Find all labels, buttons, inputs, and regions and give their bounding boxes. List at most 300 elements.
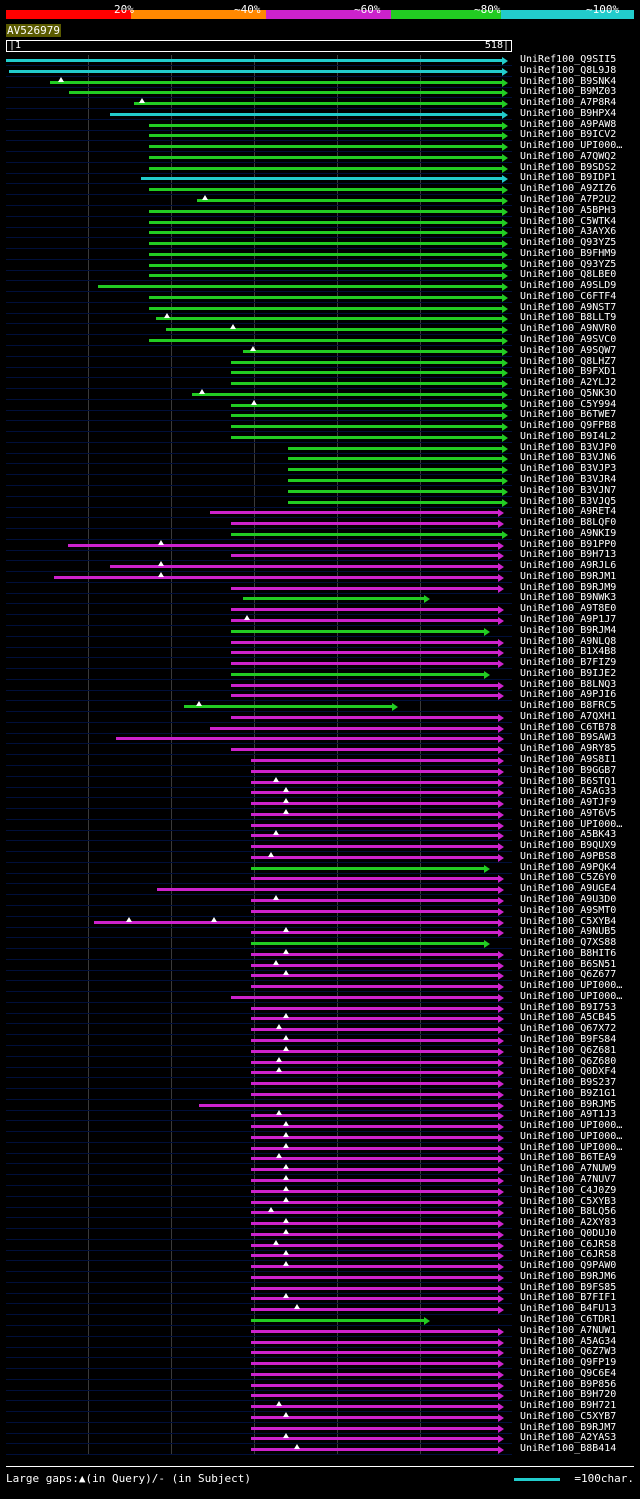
hit-bar[interactable] <box>251 867 484 870</box>
hit-arrow-icon <box>502 68 508 76</box>
hit-bar[interactable] <box>231 684 498 687</box>
hit-bar[interactable] <box>231 673 484 676</box>
hit-label[interactable]: UniRef100_B9P856 <box>520 1379 617 1390</box>
hit-label[interactable]: UniRef100_A7P8R4 <box>520 97 617 108</box>
row-separator <box>6 1013 512 1014</box>
hit-label[interactable]: UniRef100_A9PQK4 <box>520 862 617 873</box>
hit-bar[interactable] <box>251 1114 498 1117</box>
hit-label[interactable]: UniRef100_A9SMT0 <box>520 905 617 916</box>
hit-bar[interactable] <box>288 468 502 471</box>
hit-bar[interactable] <box>251 845 498 848</box>
hit-arrow-icon <box>498 757 504 765</box>
hit-label[interactable]: UniRef100_A2YLJ2 <box>520 377 617 388</box>
hit-label[interactable]: UniRef100_B6SN51 <box>520 959 617 970</box>
hit-bar[interactable] <box>149 167 502 170</box>
hit-label[interactable]: UniRef100_C6JRS8 <box>520 1239 617 1250</box>
hit-label[interactable]: UniRef100_Q8L9J8 <box>520 65 617 76</box>
hit-bar[interactable] <box>9 70 502 73</box>
hit-arrow-icon <box>498 1005 504 1013</box>
hit-label[interactable]: UniRef100_B8HIT6 <box>520 948 617 959</box>
hit-label[interactable]: UniRef100_A9T6V5 <box>520 808 617 819</box>
hit-bar[interactable] <box>251 1427 498 1430</box>
hit-label[interactable]: UniRef100_B3VJN7 <box>520 485 617 496</box>
hit-label[interactable]: UniRef100_A2YAS3 <box>520 1432 617 1443</box>
hit-bar[interactable] <box>231 554 498 557</box>
hit-bar[interactable] <box>98 285 502 288</box>
hit-bar[interactable] <box>149 134 502 137</box>
hit-label[interactable]: UniRef100_B9SAW3 <box>520 732 617 743</box>
hit-label[interactable]: UniRef100_A9RY85 <box>520 743 617 754</box>
row-separator <box>6 873 512 874</box>
hit-label[interactable]: UniRef100_A9NLQ8 <box>520 636 617 647</box>
hit-bar[interactable] <box>192 393 502 396</box>
hit-bar[interactable] <box>149 221 502 224</box>
hit-bar[interactable] <box>54 576 498 579</box>
row-separator <box>6 1250 512 1251</box>
row-separator <box>6 1390 512 1391</box>
hit-label[interactable]: UniRef100_C4J0Z9 <box>520 1185 617 1196</box>
hit-label[interactable]: UniRef100_B8B414 <box>520 1443 617 1454</box>
hit-label[interactable]: UniRef100_B9NWK3 <box>520 592 617 603</box>
hit-bar[interactable] <box>231 382 502 385</box>
hit-label[interactable]: UniRef100_UPI000… <box>520 991 623 1002</box>
hit-bar[interactable] <box>251 1082 498 1085</box>
hit-label[interactable]: UniRef100_B9MZ03 <box>520 86 617 97</box>
hit-label[interactable]: UniRef100_B9ICV2 <box>520 129 617 140</box>
hit-arrow-icon <box>498 1425 504 1433</box>
hit-bar[interactable] <box>197 199 502 202</box>
hit-bar[interactable] <box>231 641 498 644</box>
hit-bar[interactable] <box>141 177 502 180</box>
hit-label[interactable]: UniRef100_B6TEA9 <box>520 1152 617 1163</box>
hit-label[interactable]: UniRef100_Q8LBE0 <box>520 269 617 280</box>
hit-arrow-icon <box>498 1274 504 1282</box>
hit-label[interactable]: UniRef100_Q0DUJ0 <box>520 1228 617 1239</box>
hit-bar[interactable] <box>231 414 502 417</box>
hit-bar[interactable] <box>210 727 498 730</box>
hit-arrow-icon <box>502 531 508 539</box>
hit-bar[interactable] <box>149 296 502 299</box>
hit-label[interactable]: UniRef100_B6TWE7 <box>520 409 617 420</box>
hit-label[interactable]: UniRef100_A9RET4 <box>520 506 617 517</box>
hit-label[interactable]: UniRef100_A5BK43 <box>520 829 617 840</box>
hit-label[interactable]: UniRef100_C6TB78 <box>520 722 617 733</box>
hit-bar[interactable] <box>231 436 502 439</box>
row-separator <box>6 1260 512 1261</box>
hit-bar[interactable] <box>149 124 502 127</box>
hit-bar[interactable] <box>149 253 502 256</box>
hit-label[interactable]: UniRef100_B9FS85 <box>520 1282 617 1293</box>
hit-arrow-icon <box>498 606 504 614</box>
hit-bar[interactable] <box>231 361 502 364</box>
hit-label[interactable]: UniRef100_A7QXH1 <box>520 711 617 722</box>
hit-bar[interactable] <box>251 770 498 773</box>
hit-bar[interactable] <box>149 210 502 213</box>
hit-label[interactable]: UniRef100_C5XYB3 <box>520 1196 617 1207</box>
hit-label[interactable]: UniRef100_A9S8I1 <box>520 754 617 765</box>
hit-bar[interactable] <box>199 1104 498 1107</box>
hit-label[interactable]: UniRef100_B3VJP3 <box>520 463 617 474</box>
query-gap-marker-icon <box>273 1240 279 1245</box>
row-separator <box>6 1207 512 1208</box>
hit-bar[interactable] <box>251 1061 498 1064</box>
hit-bar[interactable] <box>6 59 502 62</box>
hit-label[interactable]: UniRef100_Q8LHZ7 <box>520 356 617 367</box>
hit-bar[interactable] <box>251 1071 498 1074</box>
query-gap-marker-icon <box>294 1304 300 1309</box>
hit-label[interactable]: UniRef100_A2XY83 <box>520 1217 617 1228</box>
row-separator <box>6 130 512 131</box>
hit-label[interactable]: UniRef100_C6JRS8 <box>520 1249 617 1260</box>
hit-label[interactable]: UniRef100_A9SQW7 <box>520 345 617 356</box>
hit-label[interactable]: UniRef100_A5CB45 <box>520 1012 617 1023</box>
hit-arrow-icon <box>484 628 490 636</box>
hit-bar[interactable] <box>251 1394 498 1397</box>
row-separator <box>6 1400 512 1401</box>
query-gap-marker-icon <box>230 324 236 329</box>
hit-bar[interactable] <box>251 1330 498 1333</box>
hit-bar[interactable] <box>251 1211 498 1214</box>
hit-bar[interactable] <box>243 350 502 353</box>
hit-label[interactable]: UniRef100_B9RJM4 <box>520 625 617 636</box>
hit-bar[interactable] <box>251 899 498 902</box>
query-gap-marker-icon <box>294 1444 300 1449</box>
hit-bar[interactable] <box>288 457 502 460</box>
hit-label[interactable]: UniRef100_B9I753 <box>520 1002 617 1013</box>
hit-bar[interactable] <box>231 533 502 536</box>
hit-bar[interactable] <box>231 371 502 374</box>
hit-label[interactable]: UniRef100_C6TDR1 <box>520 1314 617 1325</box>
hit-label[interactable]: UniRef100_A7P2U2 <box>520 194 617 205</box>
hit-bar[interactable] <box>110 113 502 116</box>
hit-label[interactable]: UniRef100_A7NUW9 <box>520 1163 617 1174</box>
hit-bar[interactable] <box>231 522 498 525</box>
hit-bar[interactable] <box>251 964 498 967</box>
hit-label[interactable]: UniRef100_B9RJM7 <box>520 1422 617 1433</box>
hit-bar[interactable] <box>243 597 424 600</box>
ruler-end-label: 518| <box>484 40 509 51</box>
hit-label[interactable]: UniRef100_B3VJN6 <box>520 452 617 463</box>
hit-label[interactable]: UniRef100_B9HPX4 <box>520 108 617 119</box>
hit-label[interactable]: UniRef100_A9U3D0 <box>520 894 617 905</box>
hit-bar[interactable] <box>251 1308 498 1311</box>
query-gap-marker-icon <box>283 1046 289 1051</box>
hit-bar[interactable] <box>149 264 502 267</box>
hit-label[interactable]: UniRef100_B7FIZ9 <box>520 657 617 668</box>
hit-arrow-icon <box>502 79 508 87</box>
row-separator <box>6 700 512 701</box>
hit-label[interactable]: UniRef100_B91PP0 <box>520 539 617 550</box>
hit-bar[interactable] <box>251 1341 498 1344</box>
hit-arrow-icon <box>498 1392 504 1400</box>
hit-bar[interactable] <box>149 274 502 277</box>
hit-label[interactable]: UniRef100_B9FS84 <box>520 1034 617 1045</box>
hit-bar[interactable] <box>231 996 498 999</box>
footer <box>6 1472 634 1492</box>
hit-label[interactable]: UniRef100_B9H720 <box>520 1389 617 1400</box>
hit-label[interactable]: UniRef100_A9SVC0 <box>520 334 617 345</box>
hit-bar[interactable] <box>288 490 502 493</box>
row-separator <box>6 356 512 357</box>
hit-label[interactable]: UniRef100_UPI000… <box>520 1120 623 1131</box>
hit-label[interactable]: UniRef100_A3AYX6 <box>520 226 617 237</box>
hit-label[interactable]: UniRef100_B3VJQ5 <box>520 496 617 507</box>
hit-bar[interactable] <box>231 748 498 751</box>
hit-bar[interactable] <box>251 834 498 837</box>
hit-label[interactable]: UniRef100_B9FHM9 <box>520 248 617 259</box>
hit-bar[interactable] <box>288 479 502 482</box>
hit-label[interactable]: UniRef100_UPI000… <box>520 140 623 151</box>
hit-arrow-icon <box>502 219 508 227</box>
hit-bar[interactable] <box>251 1093 498 1096</box>
hit-bar[interactable] <box>251 877 498 880</box>
hit-bar[interactable] <box>231 630 484 633</box>
hit-label[interactable]: UniRef100_A9NUB5 <box>520 926 617 937</box>
hit-bar[interactable] <box>231 716 498 719</box>
hit-label[interactable]: UniRef100_B1X4B8 <box>520 646 617 657</box>
hit-bar[interactable] <box>231 587 498 590</box>
hit-bar[interactable] <box>251 1244 498 1247</box>
hit-bar[interactable] <box>116 737 498 740</box>
hit-label[interactable]: UniRef100_UPI000… <box>520 1131 623 1142</box>
hit-label[interactable]: UniRef100_B9IDP1 <box>520 172 617 183</box>
hit-bar[interactable] <box>288 501 502 504</box>
row-separator <box>6 227 512 228</box>
hit-arrow-icon <box>502 186 508 194</box>
hit-bar[interactable] <box>149 231 502 234</box>
hit-label[interactable]: UniRef100_B9RJM5 <box>520 1099 617 1110</box>
hit-label[interactable]: UniRef100_Q9C6E4 <box>520 1368 617 1379</box>
hit-bar[interactable] <box>251 1351 498 1354</box>
hit-bar[interactable] <box>134 102 502 105</box>
hit-label[interactable]: UniRef100_Q6Z680 <box>520 1056 617 1067</box>
hit-bar[interactable] <box>251 824 498 827</box>
hit-label[interactable]: UniRef100_A9RJL6 <box>520 560 617 571</box>
hit-bar[interactable] <box>50 81 502 84</box>
hit-label[interactable]: UniRef100_A9P1J7 <box>520 614 617 625</box>
hit-bar[interactable] <box>149 339 502 342</box>
hit-arrow-icon <box>498 1252 504 1260</box>
hit-label[interactable]: UniRef100_A5AG34 <box>520 1336 617 1347</box>
hit-bar[interactable] <box>251 1157 498 1160</box>
hit-label[interactable]: UniRef100_A7QWQ2 <box>520 151 617 162</box>
hit-label[interactable]: UniRef100_A9PBS8 <box>520 851 617 862</box>
hit-bar[interactable] <box>231 694 498 697</box>
hit-bar[interactable] <box>156 317 502 320</box>
hit-label[interactable]: UniRef100_A7NUV7 <box>520 1174 617 1185</box>
hit-bar[interactable] <box>251 1373 498 1376</box>
hit-bar[interactable] <box>157 888 498 891</box>
hit-arrow-icon <box>502 251 508 259</box>
hit-bar[interactable] <box>251 856 498 859</box>
hit-label[interactable]: UniRef100_A9NVR0 <box>520 323 617 334</box>
hit-label[interactable]: UniRef100_B9Z1G1 <box>520 1088 617 1099</box>
hit-bar[interactable] <box>231 651 498 654</box>
hit-label[interactable]: UniRef100_B8LNQ3 <box>520 679 617 690</box>
hit-bar[interactable] <box>251 1276 498 1279</box>
hit-bar[interactable] <box>231 662 498 665</box>
hit-bar[interactable] <box>251 1028 498 1031</box>
hit-arrow-icon <box>502 423 508 431</box>
hit-bar[interactable] <box>251 1319 424 1322</box>
hit-bar[interactable] <box>251 985 498 988</box>
hit-bar[interactable] <box>149 242 502 245</box>
hit-label[interactable]: UniRef100_C5XYB4 <box>520 916 617 927</box>
hit-arrow-icon <box>498 832 504 840</box>
hit-arrow-icon <box>498 811 504 819</box>
hit-label[interactable]: UniRef100_A9TJF9 <box>520 797 617 808</box>
hit-label[interactable]: UniRef100_A9SLD9 <box>520 280 617 291</box>
hit-bar[interactable] <box>251 759 498 762</box>
hit-label[interactable]: UniRef100_UPI000… <box>520 1142 623 1153</box>
row-separator <box>6 679 512 680</box>
row-separator <box>6 1163 512 1164</box>
hit-label[interactable]: UniRef100_A5AG33 <box>520 786 617 797</box>
row-separator <box>6 1174 512 1175</box>
hit-label[interactable]: UniRef100_A9NKI9 <box>520 528 617 539</box>
row-separator <box>6 431 512 432</box>
hit-arrow-icon <box>498 1339 504 1347</box>
hit-label[interactable]: UniRef100_A9PJI6 <box>520 689 617 700</box>
hit-label[interactable]: UniRef100_Q6Z7W3 <box>520 1346 617 1357</box>
hit-label[interactable]: UniRef100_A5BPH3 <box>520 205 617 216</box>
hit-bar[interactable] <box>149 188 502 191</box>
hit-bar[interactable] <box>251 781 498 784</box>
hit-label[interactable]: UniRef100_A9PAW8 <box>520 119 617 130</box>
hit-bar[interactable] <box>166 328 502 331</box>
hit-label[interactable]: UniRef100_B9IJE2 <box>520 668 617 679</box>
hit-label[interactable]: UniRef100_B6STQ1 <box>520 776 617 787</box>
hit-bar[interactable] <box>149 145 502 148</box>
row-separator <box>6 291 512 292</box>
hit-bar[interactable] <box>94 921 498 924</box>
hit-label[interactable]: UniRef100_Q9SII5 <box>520 54 617 65</box>
hit-bar[interactable] <box>210 511 498 514</box>
hit-label[interactable]: UniRef100_B7FIF1 <box>520 1292 617 1303</box>
hit-arrow-icon <box>498 660 504 668</box>
query-gap-marker-icon <box>283 1229 289 1234</box>
hit-label[interactable]: UniRef100_C5Y994 <box>520 399 617 410</box>
query-gap-marker-icon <box>273 960 279 965</box>
hit-bar[interactable] <box>251 1287 498 1290</box>
hit-bar[interactable] <box>231 619 498 622</box>
query-gap-marker-icon <box>283 927 289 932</box>
hit-bar[interactable] <box>288 447 502 450</box>
hit-arrow-icon <box>498 1145 504 1153</box>
hit-label[interactable]: UniRef100_B9RJM6 <box>520 1271 617 1282</box>
hit-bar[interactable] <box>251 1384 498 1387</box>
hit-label[interactable]: UniRef100_B3VJP0 <box>520 442 617 453</box>
hit-label[interactable]: UniRef100_B9SDS2 <box>520 162 617 173</box>
hit-label[interactable]: UniRef100_UPI000… <box>520 819 623 830</box>
hit-arrow-icon <box>498 1199 504 1207</box>
hit-bar[interactable] <box>149 307 502 310</box>
hit-label[interactable]: UniRef100_B4FU13 <box>520 1303 617 1314</box>
hit-bar[interactable] <box>231 404 502 407</box>
hit-bar[interactable] <box>251 1448 498 1451</box>
hit-bar[interactable] <box>69 91 502 94</box>
row-separator <box>6 1002 512 1003</box>
hit-bar[interactable] <box>149 156 502 159</box>
hit-label[interactable]: UniRef100_C6FTF4 <box>520 291 617 302</box>
hit-label[interactable]: UniRef100_B8LQF0 <box>520 517 617 528</box>
hit-arrow-icon <box>502 380 508 388</box>
hit-label[interactable]: UniRef100_A9ZIZ6 <box>520 183 617 194</box>
hit-label[interactable]: UniRef100_B8LQ56 <box>520 1206 617 1217</box>
hit-bar[interactable] <box>231 608 498 611</box>
hit-bar[interactable] <box>251 942 484 945</box>
hit-label[interactable]: UniRef100_Q9PAW0 <box>520 1260 617 1271</box>
scale-bar <box>514 1478 560 1481</box>
hit-bar[interactable] <box>251 910 498 913</box>
hit-arrow-icon <box>498 735 504 743</box>
row-separator <box>6 916 512 917</box>
hit-label[interactable]: UniRef100_B8LLT9 <box>520 312 617 323</box>
hit-arrow-icon <box>498 509 504 517</box>
hit-label[interactable]: UniRef100_B9FXD1 <box>520 366 617 377</box>
hit-label[interactable]: UniRef100_Q93YZ5 <box>520 259 617 270</box>
hit-label[interactable]: UniRef100_B8FRC5 <box>520 700 617 711</box>
hit-label[interactable]: UniRef100_B9S237 <box>520 1077 617 1088</box>
hit-label[interactable]: UniRef100_UPI000… <box>520 980 623 991</box>
row-separator <box>6 151 512 152</box>
hit-label[interactable]: UniRef100_A9UGE4 <box>520 883 617 894</box>
hit-label[interactable]: UniRef100_Q9FPB8 <box>520 420 617 431</box>
hit-label[interactable]: UniRef100_Q6Z681 <box>520 1045 617 1056</box>
hit-label[interactable]: UniRef100_C5XYB7 <box>520 1411 617 1422</box>
hit-label[interactable]: UniRef100_B9I4L2 <box>520 431 617 442</box>
hit-label[interactable]: UniRef100_B9QUX9 <box>520 840 617 851</box>
hit-label[interactable]: UniRef100_Q6Z677 <box>520 969 617 980</box>
hit-label[interactable]: UniRef100_B3VJR4 <box>520 474 617 485</box>
hit-label[interactable]: UniRef100_B9RJM1 <box>520 571 617 582</box>
hit-bar[interactable] <box>184 705 392 708</box>
hit-bar[interactable] <box>231 425 502 428</box>
hit-label[interactable]: UniRef100_B9H713 <box>520 549 617 560</box>
hit-bar[interactable] <box>68 544 498 547</box>
hit-bar[interactable] <box>110 565 498 568</box>
row-separator <box>6 1433 512 1434</box>
hit-label[interactable]: UniRef100_Q9FP19 <box>520 1357 617 1368</box>
row-separator <box>6 539 512 540</box>
hit-bar[interactable] <box>251 1405 498 1408</box>
hit-bar[interactable] <box>251 1007 498 1010</box>
hit-label[interactable]: UniRef100_B9SNK4 <box>520 76 617 87</box>
hit-label[interactable]: UniRef100_A9T8E0 <box>520 603 617 614</box>
large-gaps-note: Large gaps:▲(in Query)/- (in Subject) <box>6 1472 252 1485</box>
hit-bar[interactable] <box>251 1362 498 1365</box>
hit-label[interactable]: UniRef100_B9RJM9 <box>520 582 617 593</box>
hit-label[interactable]: UniRef100_Q93YZ5 <box>520 237 617 248</box>
hit-label[interactable]: UniRef100_Q5NK3O <box>520 388 617 399</box>
hit-arrow-icon <box>498 897 504 905</box>
hit-label[interactable]: UniRef100_B9H721 <box>520 1400 617 1411</box>
hit-label[interactable]: UniRef100_A7NUW1 <box>520 1325 617 1336</box>
hit-label[interactable]: UniRef100_B9GGB7 <box>520 765 617 776</box>
hit-label[interactable]: UniRef100_Q7XS88 <box>520 937 617 948</box>
query-gap-marker-icon <box>276 1110 282 1115</box>
hit-label[interactable]: UniRef100_C5WTK4 <box>520 216 617 227</box>
row-separator <box>6 647 512 648</box>
hit-label[interactable]: UniRef100_A9T1J3 <box>520 1109 617 1120</box>
hit-label[interactable]: UniRef100_C5Z6Y0 <box>520 872 617 883</box>
hit-arrow-icon <box>498 1112 504 1120</box>
hit-label[interactable]: UniRef100_Q0DXF4 <box>520 1066 617 1077</box>
query-gap-marker-icon <box>158 561 164 566</box>
row-separator <box>6 787 512 788</box>
hit-label[interactable]: UniRef100_Q67X72 <box>520 1023 617 1034</box>
hit-label[interactable]: UniRef100_A9NST7 <box>520 302 617 313</box>
